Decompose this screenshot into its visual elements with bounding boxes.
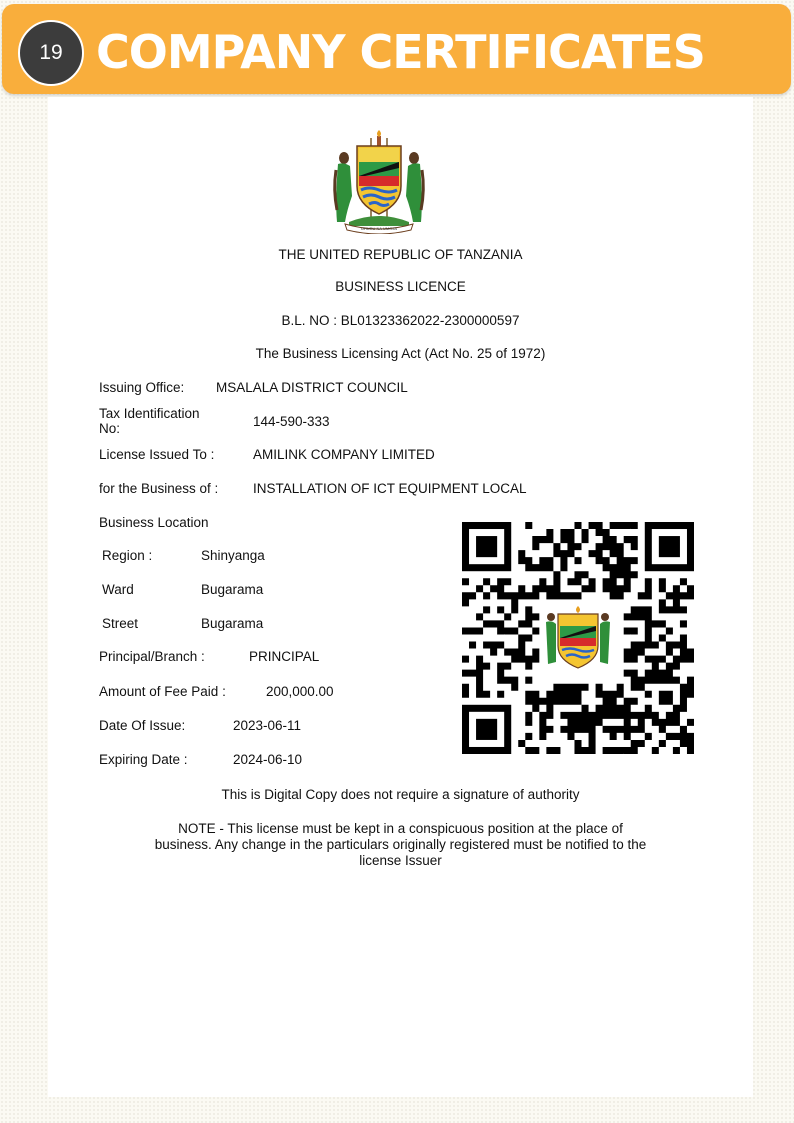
expiry-date-value: 2024-06-10: [233, 752, 303, 767]
region-value: Shinyanga: [201, 548, 265, 563]
emblem-motto: UHURU NA UMOJA: [360, 226, 398, 231]
licensing-act: The Business Licensing Act (Act No. 25 of 1972): [255, 346, 546, 361]
branch-label: Principal/Branch :: [99, 649, 205, 664]
region-label: Region :: [102, 548, 153, 563]
issued-to-value: AMILINK COMPANY LIMITED: [253, 447, 435, 462]
expiry-date-label: Expiring Date :: [99, 752, 188, 767]
ward-value: Bugarama: [201, 582, 264, 597]
tin-label: Tax Identification No:: [99, 406, 200, 436]
licence-type-heading: BUSINESS LICENCE: [335, 279, 466, 294]
licence-document: [48, 97, 753, 1097]
tin-value: 144-590-333: [253, 414, 330, 429]
page-number-badge: 19: [18, 20, 84, 86]
licence-number: B.L. NO : BL01323362022-2300000597: [281, 313, 520, 328]
issue-date-label: Date Of Issue:: [99, 718, 186, 733]
issuing-office-value: MSALALA DISTRICT COUNCIL: [216, 380, 408, 395]
issuing-office-label: Issuing Office:: [99, 380, 185, 395]
digital-copy-note: This is Digital Copy does not require a signature of authority: [221, 787, 580, 802]
ward-label: Ward: [102, 582, 134, 597]
branch-value: PRINCIPAL: [249, 649, 320, 664]
street-value: Bugarama: [201, 616, 264, 631]
fee-value: 200,000.00: [266, 684, 334, 699]
page-title: COMPANY CERTIFICATES: [96, 25, 705, 79]
licence-note: NOTE - This license must be kept in a conspicuous position at the place of business. Any change in the particulars originally registered must be notified to the license Issuer: [154, 821, 647, 868]
republic-heading: THE UNITED REPUBLIC OF TANZANIA: [278, 247, 523, 262]
business-label: for the Business of :: [99, 481, 219, 496]
verification-qr-code: [462, 522, 694, 754]
business-location-heading: Business Location: [99, 515, 209, 530]
coat-of-arms-emblem: [331, 130, 427, 234]
business-value: INSTALLATION OF ICT EQUIPMENT LOCAL: [253, 481, 527, 496]
issue-date-value: 2023-06-11: [233, 718, 302, 733]
fee-label: Amount of Fee Paid :: [99, 684, 226, 699]
issued-to-label: License Issued To :: [99, 447, 215, 462]
page-header: [2, 4, 791, 94]
street-label: Street: [102, 616, 139, 631]
